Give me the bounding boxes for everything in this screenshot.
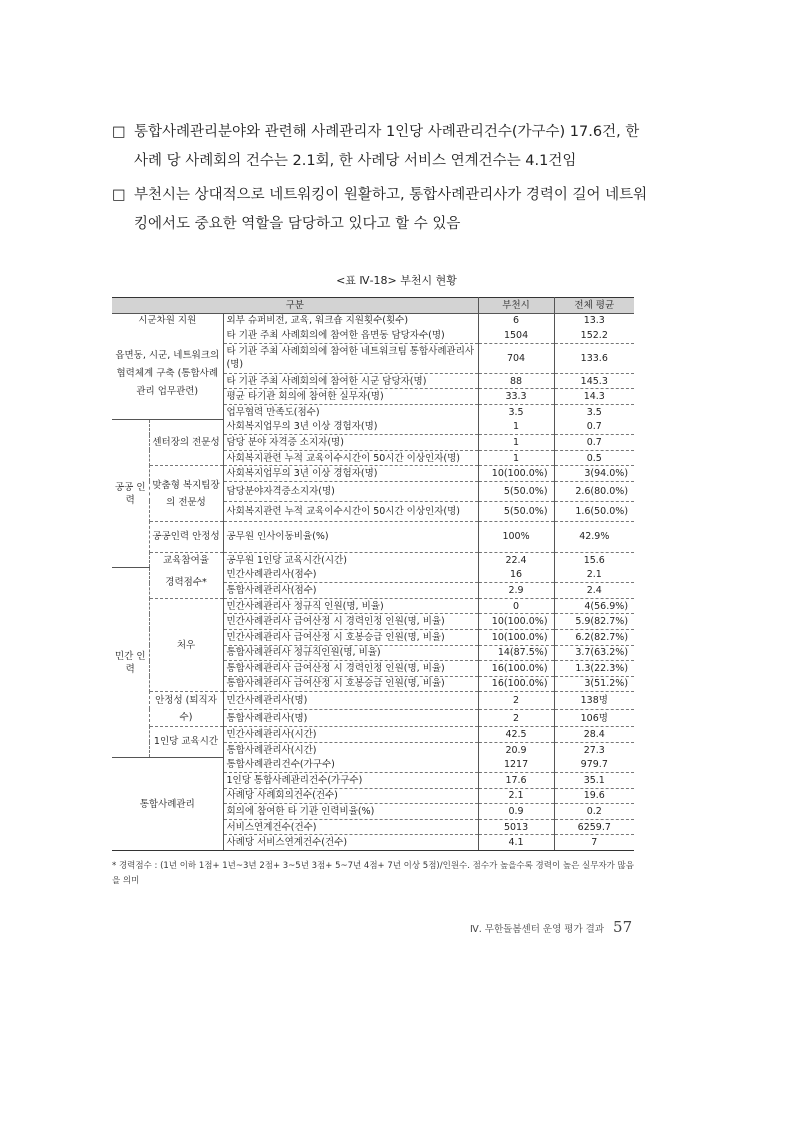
table-row xyxy=(112,552,634,567)
table-row xyxy=(112,692,634,710)
header-city: 부천시 xyxy=(478,298,554,314)
row-avg-value: 3.7(63.2%) xyxy=(554,645,634,661)
row-item: 민간사례관리사 급여산정 시 경력인정 인원(명, 비율) xyxy=(223,614,478,630)
row-avg-value: 42.9% xyxy=(554,521,634,552)
public-category: 공공 인력 xyxy=(112,420,149,568)
row-city-value: 2 xyxy=(478,692,554,710)
row-city-value: 704 xyxy=(478,343,554,373)
row-item: 사회복지업무의 3년 이상 경험자(명) xyxy=(223,466,478,482)
footer-chapter: Ⅳ. 무한돌봄센터 운영 평가 결과 xyxy=(470,924,604,935)
row-item: 민간사례관리사 정규직 인원(명, 비율) xyxy=(223,598,478,614)
row-avg-value: 7 xyxy=(554,835,634,851)
table-row xyxy=(112,757,634,772)
row-city-value: 3.5 xyxy=(478,404,554,419)
row-avg-value: 27.3 xyxy=(583,744,605,756)
bucheon-status-table xyxy=(112,297,634,851)
row-item: 공무원 1인당 교육시간(시간) xyxy=(223,552,478,567)
table-row xyxy=(112,466,634,482)
table-header-row xyxy=(112,298,634,314)
row-city-value: 1217 xyxy=(478,757,554,772)
bullet-mark: □ xyxy=(112,187,126,203)
row-city-value: 1 xyxy=(478,435,554,451)
stability-subcategory: 공공인력 안정성 xyxy=(149,521,223,552)
row-city-value: 16(100.0%) xyxy=(478,661,554,677)
private-category: 민간 인력 xyxy=(112,568,149,758)
row-item: 타 기관 주최 사례회의에 참여한 네트워크팀 통합사례관리사(명) xyxy=(223,343,478,373)
row-city-value: 0 xyxy=(478,598,554,614)
row-city-value: 4.1 xyxy=(478,835,554,851)
bullet-text: 부천시는 상대적으로 네트워킹이 원활하고, 통합사례관리사가 경력이 길어 네트워킹에서도 중요한 역할을 담당하고 있다고 할 수 있음 xyxy=(134,187,648,232)
table-row xyxy=(112,598,634,614)
row-city-value: 100% xyxy=(478,521,554,552)
row-avg-value: 35.1 xyxy=(554,773,634,789)
bullet-text: 통합사례관리분야와 관련해 사례관리자 1인당 사례관리건수(가구수) 17.6건, 한 사례 당 사례회의 건수는 2.1회, 한 사례당 서비스 연계건수는 4.1건임 xyxy=(134,124,640,169)
row-item: 사례당 사례회의건수(건수) xyxy=(223,788,478,804)
table-row xyxy=(112,727,634,743)
bullet-item xyxy=(112,118,652,176)
row-city-value: 2 xyxy=(478,709,554,727)
bullet-item xyxy=(112,181,652,239)
row-city-value: 2.1 xyxy=(478,788,554,804)
row-item: 평균 타기관 회의에 참여한 실무자(명) xyxy=(223,389,478,405)
row-item: 민간사례관리사(시간) xyxy=(223,727,478,743)
row-item: 담당 분야 자격증 소지자(명) xyxy=(223,435,478,451)
header-avg: 전체 평균 xyxy=(554,298,634,314)
row-item: 사회복지업무의 3년 이상 경험자(명) xyxy=(223,420,478,435)
row-item: 통합사례관리건수(가구수) xyxy=(223,757,478,772)
page-number: 57 xyxy=(613,918,633,936)
row-item: 회의에 참여한 타 기관 인력비율(%) xyxy=(223,804,478,820)
table-caption: <표 Ⅳ-18> 부천시 현황 xyxy=(336,274,457,287)
row-item: 공무원 인사이동비율(%) xyxy=(223,521,478,552)
row-city-value: 1 xyxy=(478,420,554,435)
row-city-value: 2.9 xyxy=(478,583,554,599)
row-avg-value: 19.6 xyxy=(554,788,634,804)
table-row xyxy=(112,521,634,552)
row-city-value: 5013 xyxy=(478,819,554,835)
row-avg-value: 2.6(80.0%) xyxy=(554,481,634,501)
row-city-value: 10(100.0%) xyxy=(478,466,554,482)
row-city-value: 14(87.5%) xyxy=(478,645,554,661)
header-category: 구분 xyxy=(112,298,478,314)
row-city-value: 88 xyxy=(478,373,554,389)
row-avg-value: 6.2(82.7%) xyxy=(554,629,634,645)
page-footer xyxy=(470,918,632,936)
row-city-value: 10(100.0%) xyxy=(478,629,554,645)
row-item: 사례당 서비스연계건수(건수) xyxy=(223,835,478,851)
row-item: 통합사례관리사(명) xyxy=(223,709,478,727)
network-category: 읍면동, 시군, 네트워크의 협력체계 구축 (통합사례 관리 업무관련) xyxy=(112,328,223,419)
row-city-value: 16 xyxy=(478,568,554,583)
row-city-value: 42.5 xyxy=(478,727,554,743)
row-avg-value: 13.3 xyxy=(583,315,605,327)
row-avg-value: 152.2 xyxy=(554,328,634,343)
row-city-value: 0.9 xyxy=(478,804,554,820)
row-item: 민간사례관리사 급여산정 시 호봉승급 인원(명, 비율) xyxy=(223,629,478,645)
row-avg-value: 2.4 xyxy=(554,583,634,599)
table-row xyxy=(112,568,634,583)
row-item: 서비스연계건수(건수) xyxy=(223,819,478,835)
row-avg-value: 14.3 xyxy=(554,389,634,405)
bullet-mark: □ xyxy=(112,124,126,140)
row-avg-value: 3(94.0%) xyxy=(554,466,634,482)
row-item: 1인당 통합사례관리건수(가구수) xyxy=(223,773,478,789)
row-avg-value: 0.2 xyxy=(554,804,634,820)
row-item: 통합사례관리사 급여산정 시 경력인정 인원(명, 비율) xyxy=(223,661,478,677)
row-item: 통합사례관리사(시간) xyxy=(223,742,478,757)
custom-subcategory: 맞춤형 복지팀장의 전문성 xyxy=(149,466,223,522)
career-subcategory: 경력점수* xyxy=(149,568,223,599)
row-avg-value: 0.7 xyxy=(554,435,634,451)
row-avg-value: 3.5 xyxy=(586,406,602,418)
row-avg-value: 1.3(22.3%) xyxy=(554,661,634,677)
row-avg-value: 2.1 xyxy=(554,568,634,583)
table-footnote: * 경력점수 : (1년 이하 1점+ 1년~3년 2점+ 3~5년 3점+ 5~7년 4점+ 7년 이상 5점)/인원수. 점수가 높을수록 경력이 높은 실무자가 많음을 의미 xyxy=(112,861,634,886)
row-avg-value: 3(51.2%) xyxy=(554,676,634,692)
row-item: 사회복지관련 누적 교육이수시간이 50시간 이상인자(명) xyxy=(223,450,478,466)
row-city-value: 16(100.0%) xyxy=(478,676,554,692)
row-avg-value: 133.6 xyxy=(554,343,634,373)
row-item: 민간사례관리사(명) xyxy=(223,692,478,710)
row-item: 타 기관 주최 사례회의에 참여한 읍면동 담당자수(명) xyxy=(223,328,478,343)
row-avg-value: 138명 xyxy=(554,692,634,710)
row-city-value: 6 xyxy=(478,313,554,328)
row-city-value: 10(100.0%) xyxy=(478,614,554,630)
row-item: 통합사례관리사 정규직인원(명, 비율) xyxy=(223,645,478,661)
row-item: 통합사례관리사(점수) xyxy=(223,583,478,599)
integrated-category: 통합사례관리 xyxy=(112,757,223,850)
row-city-value: 20.9 xyxy=(478,742,554,757)
row-avg-value: 5.9(82.7%) xyxy=(554,614,634,630)
row-city-value: 1504 xyxy=(478,328,554,343)
row-city-value: 22.4 xyxy=(478,552,554,567)
row-category: 시군차원 지원 xyxy=(112,313,223,328)
private-education-subcategory: 1인당 교육시간 xyxy=(149,727,223,758)
education-subcategory: 교육참여율 xyxy=(149,552,223,567)
row-avg-value: 106명 xyxy=(554,709,634,727)
row-city-value: 5(50.0%) xyxy=(478,481,554,501)
table-row xyxy=(112,313,634,328)
row-avg-value: 6259.7 xyxy=(554,819,634,835)
row-avg-value: 4(56.9%) xyxy=(554,598,634,614)
row-item: 사회복지관련 누적 교육이수시간이 50시간 이상인자(명) xyxy=(223,501,478,521)
row-city-value: 33.3 xyxy=(478,389,554,405)
row-avg-value: 0.7 xyxy=(554,420,634,435)
row-avg-value: 0.5 xyxy=(554,450,634,466)
treatment-subcategory: 처우 xyxy=(149,598,223,692)
row-item: 외부 슈퍼비전, 교육, 워크숍 지원횟수(횟수) xyxy=(223,313,478,328)
row-item: 통합사례관리사 급여산정 시 호봉승급 인원(명, 비율) xyxy=(223,676,478,692)
bullet-list xyxy=(112,118,652,244)
row-avg-value: 1.6(50.0%) xyxy=(554,501,634,521)
row-avg-value: 15.6 xyxy=(583,554,605,566)
row-item: 업무협력 만족도(점수) xyxy=(223,404,478,419)
center-subcategory: 센터장의 전문성 xyxy=(149,420,223,466)
row-city-value: 1 xyxy=(478,450,554,466)
row-avg-value: 979.7 xyxy=(554,757,634,772)
row-city-value: 17.6 xyxy=(478,773,554,789)
private-stability-subcategory: 안정성 (퇴직자수) xyxy=(149,692,223,727)
table-row xyxy=(112,328,634,343)
row-avg-value: 28.4 xyxy=(554,727,634,743)
row-city-value: 5(50.0%) xyxy=(478,501,554,521)
row-item: 민간사례관리사(점수) xyxy=(223,568,478,583)
table-row xyxy=(112,420,634,435)
row-item: 타 기관 주최 사례회의에 참여한 시군 담당자(명) xyxy=(223,373,478,389)
row-avg-value: 145.3 xyxy=(554,373,634,389)
row-item: 담당분야자격증소지자(명) xyxy=(223,481,478,501)
